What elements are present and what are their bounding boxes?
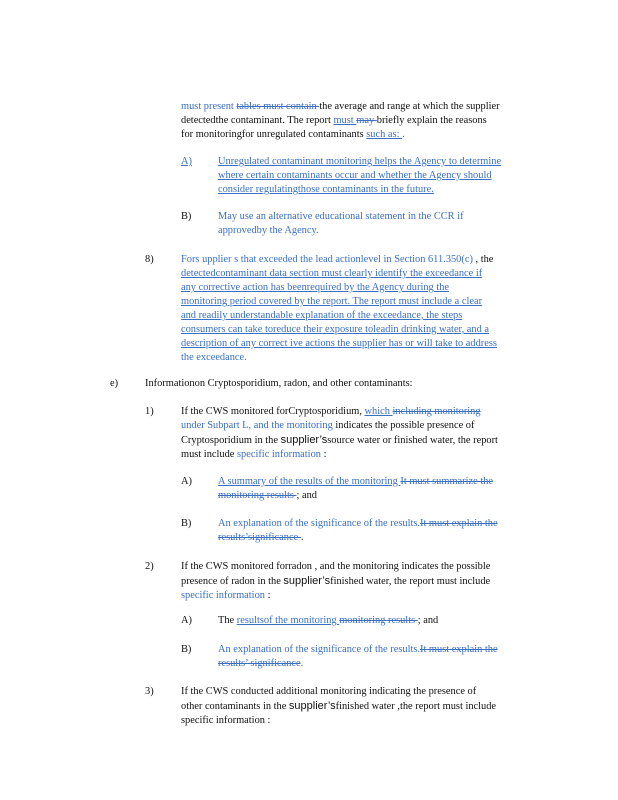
item-2-label: 2) [145, 561, 154, 572]
item-8-label: 8) [145, 254, 154, 265]
item-2b-text: An explanation of the significance of the results.It must explain the results’ significance. [218, 644, 498, 669]
item-3-text: If the CWS conducted additional monitoring indicating the presence of other contaminants in the supplier’sfinished water ,the report must include specific information : [181, 686, 497, 726]
item-b-text: May use an alternative educational statement in the CCR if approvedby the Agency. [218, 211, 464, 236]
item-1-text: If the CWS monitored forCryptosporidium, which including monitoring under Subpart L, and the monitoring indicates the possible presence of Cryptosporidium in the supplier’ssource water or finished water, the report must include specific information : [181, 406, 498, 460]
top-line-2: detectedthe contaminant. The report must may briefly explain the reasons [181, 115, 487, 126]
item-1a-label: A) [181, 476, 192, 487]
section-e-heading: Informationon Cryptosporidium, radon, and other contaminants: [145, 378, 413, 389]
item-1-label: 1) [145, 406, 154, 417]
deleted-text: tables must contain [236, 101, 320, 112]
deleted-text: may [356, 115, 377, 126]
section-e-label: e) [110, 378, 119, 389]
item-3-label: 3) [145, 686, 154, 697]
inserted-text: must [333, 115, 357, 126]
top-line-1: must present tables must contain the average and range at which the supplier [181, 101, 500, 112]
top-line-3: for monitoringfor unregulated contaminants such as: . [181, 129, 405, 140]
top-paragraph [181, 100, 535, 142]
item-b-label: B) [181, 211, 192, 222]
item-8-text: Fors upplier s that exceeded the lead actionlevel in Section 611.350(c) , the detectedcontaminant data section must clearly identify the exceedance if any corrective action has beenrequired by the Agency during the monitoring period covered by the report. The report must include a clear and readily understandable explanation of the exceedance, the steps consumers can take toreduce their exposure toleadin drinking water, and a description of any correct ive actions the supplier has or will take to address the exceedance. [181, 254, 497, 363]
item-a-label: A) [181, 156, 192, 167]
item-1b-text: An explanation of the significance of the results.It must explain the results’significance . [218, 518, 498, 543]
item-a-text: Unregulated contaminant monitoring helps the Agency to determine where certain contaminants occur and whether the Agency should consider regulatingthose contaminants in the future. [218, 156, 502, 195]
item-2-text: If the CWS monitored forradon , and the monitoring indicates the possible presence of radon in the supplier’sfinished water, the report must include specific information : [181, 561, 491, 601]
item-2a-text: The resultsof the monitoring monitoring results ; and [218, 615, 439, 626]
inserted-text: such as: [366, 129, 403, 140]
item-1a-text: A summary of the results of the monitoring It must summarize the monitoring results ; and [218, 476, 494, 501]
item-2b-label: B) [181, 644, 192, 655]
item-2a-label: A) [181, 615, 192, 626]
item-1b-label: B) [181, 518, 192, 529]
